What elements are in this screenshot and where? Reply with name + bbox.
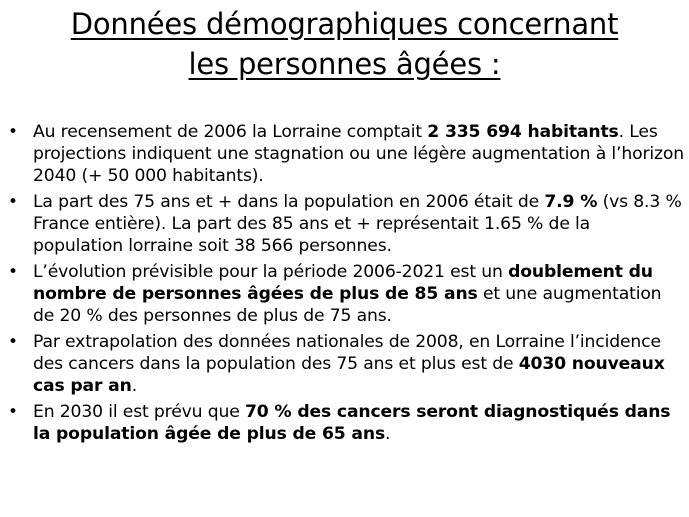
bullet-text: . Les projections indiquent une stagnation ou une légère augmentation à l’horizon 2040 (+ 50 000 habitants). [33, 122, 684, 186]
bullet-text: La part des 75 ans et + dans la population en 2006 était de [33, 192, 545, 212]
bullet-emphasis: 4030 nouveaux cas par an [33, 354, 665, 396]
bullet-emphasis: 7.9 % [544, 192, 598, 212]
bullet-text: et une augmentation de 20 % des personnes de plus de 75 ans. [33, 284, 662, 326]
bullet-text: . [131, 376, 138, 396]
bullet-item-share-75 [0, 191, 689, 257]
bullet-text: En 2030 il est prévu que [33, 402, 245, 422]
bullet-emphasis: doublement du nombre de personnes âgées de plus de 85 ans [33, 262, 653, 304]
slide-title-line-1: Données démographiques concernant [70, 7, 619, 41]
bullet-item-evolution [0, 261, 689, 327]
slide-title [0, 4, 689, 84]
slide-title-line-2: les personnes âgées : [188, 47, 501, 81]
bullet-icon: • [8, 192, 18, 212]
bullet-icon: • [8, 402, 18, 422]
bullet-item-cancer-incidence [0, 331, 689, 397]
bullet-emphasis: 70 % des cancers seront diagnostiqués dans la population âgée de plus de 65 ans [33, 402, 671, 444]
bullet-list [0, 121, 689, 449]
bullet-item-census [0, 121, 689, 187]
bullet-icon: • [8, 332, 18, 352]
bullet-text: . [385, 424, 391, 444]
bullet-text: Par extrapolation des données nationales de 2008, en Lorraine l’incidence des cancers dans la population des 75 ans et plus est de [33, 332, 661, 374]
bullet-text: L’évolution prévisible pour la période 2006-2021 est un [33, 262, 509, 282]
bullet-text: (vs 8.3 % France entière). La part des 85 ans et + représentait 1.65 % de la population lorraine soit 38 566 personnes. [33, 192, 682, 256]
bullet-text: Au recensement de 2006 la Lorraine comptait [33, 122, 428, 142]
bullet-emphasis: 2 335 694 habitants [427, 122, 619, 142]
bullet-icon: • [8, 262, 18, 282]
bullet-item-2030 [0, 401, 689, 445]
bullet-icon: • [8, 122, 18, 142]
